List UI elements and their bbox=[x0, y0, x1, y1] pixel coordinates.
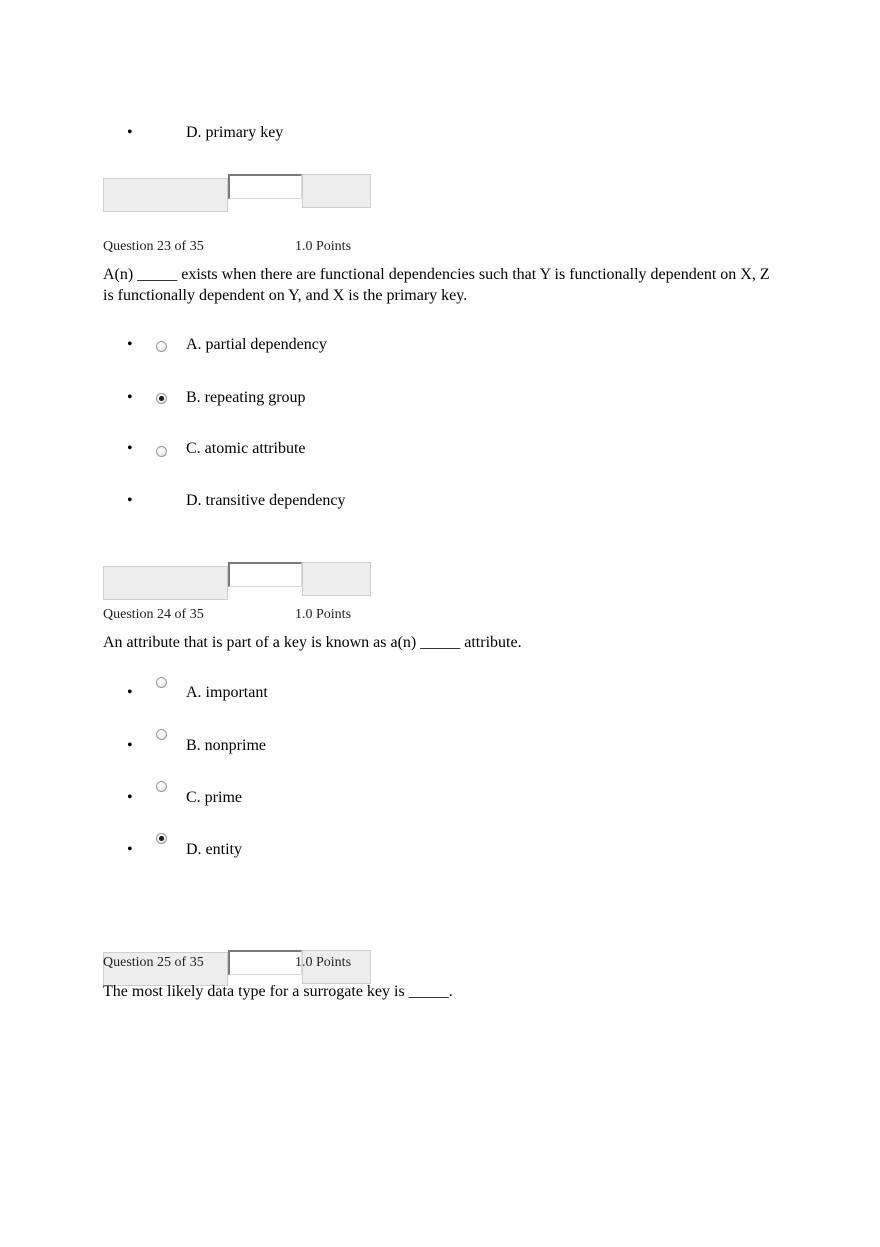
question-header: Question 23 of 35 bbox=[103, 239, 204, 254]
previous-button[interactable] bbox=[103, 178, 228, 212]
option-label: D. primary key bbox=[186, 124, 284, 141]
question-points: 1.0 Points bbox=[295, 239, 352, 254]
radio-option-d[interactable] bbox=[156, 833, 167, 844]
bullet: • bbox=[127, 789, 133, 806]
question-header: Question 25 of 35 bbox=[103, 955, 204, 970]
question-number-input[interactable] bbox=[228, 950, 302, 975]
next-button[interactable] bbox=[302, 174, 371, 208]
question-number-input[interactable] bbox=[228, 562, 302, 587]
bullet: • bbox=[127, 124, 133, 141]
option-label: D. transitive dependency bbox=[186, 492, 346, 509]
next-button[interactable] bbox=[302, 562, 371, 596]
question-number-input[interactable] bbox=[228, 174, 302, 199]
option-label: C. prime bbox=[186, 789, 242, 806]
bullet: • bbox=[127, 841, 133, 858]
option-label: A. important bbox=[186, 684, 268, 701]
previous-button[interactable] bbox=[103, 566, 228, 600]
bullet: • bbox=[127, 684, 133, 701]
bullet: • bbox=[127, 492, 133, 509]
radio-option-a[interactable] bbox=[156, 677, 167, 688]
option-label: C. atomic attribute bbox=[186, 440, 306, 457]
radio-option-c[interactable] bbox=[156, 781, 167, 792]
option-label: B. nonprime bbox=[186, 737, 266, 754]
radio-option-c[interactable] bbox=[156, 446, 167, 457]
radio-option-b[interactable] bbox=[156, 729, 167, 740]
question-text: A(n) _____ exists when there are functional dependencies such that Y is functionally dependent on X, Z is functionally dependent on Y, and X is the primary key. bbox=[103, 266, 770, 304]
option-label: D. entity bbox=[186, 841, 242, 858]
bullet: • bbox=[127, 440, 133, 457]
radio-option-b[interactable] bbox=[156, 393, 167, 404]
question-text: An attribute that is part of a key is known as a(n) _____ attribute. bbox=[103, 634, 522, 651]
question-header: Question 24 of 35 bbox=[103, 607, 204, 622]
option-label: A. partial dependency bbox=[186, 336, 327, 353]
bullet: • bbox=[127, 336, 133, 353]
bullet: • bbox=[127, 389, 133, 406]
question-text: The most likely data type for a surrogate key is _____. bbox=[103, 983, 453, 1000]
question-points: 1.0 Points bbox=[295, 607, 352, 622]
bullet: • bbox=[127, 737, 133, 754]
radio-option-a[interactable] bbox=[156, 341, 167, 352]
option-label: B. repeating group bbox=[186, 389, 306, 406]
question-points: 1.0 Points bbox=[295, 955, 352, 970]
